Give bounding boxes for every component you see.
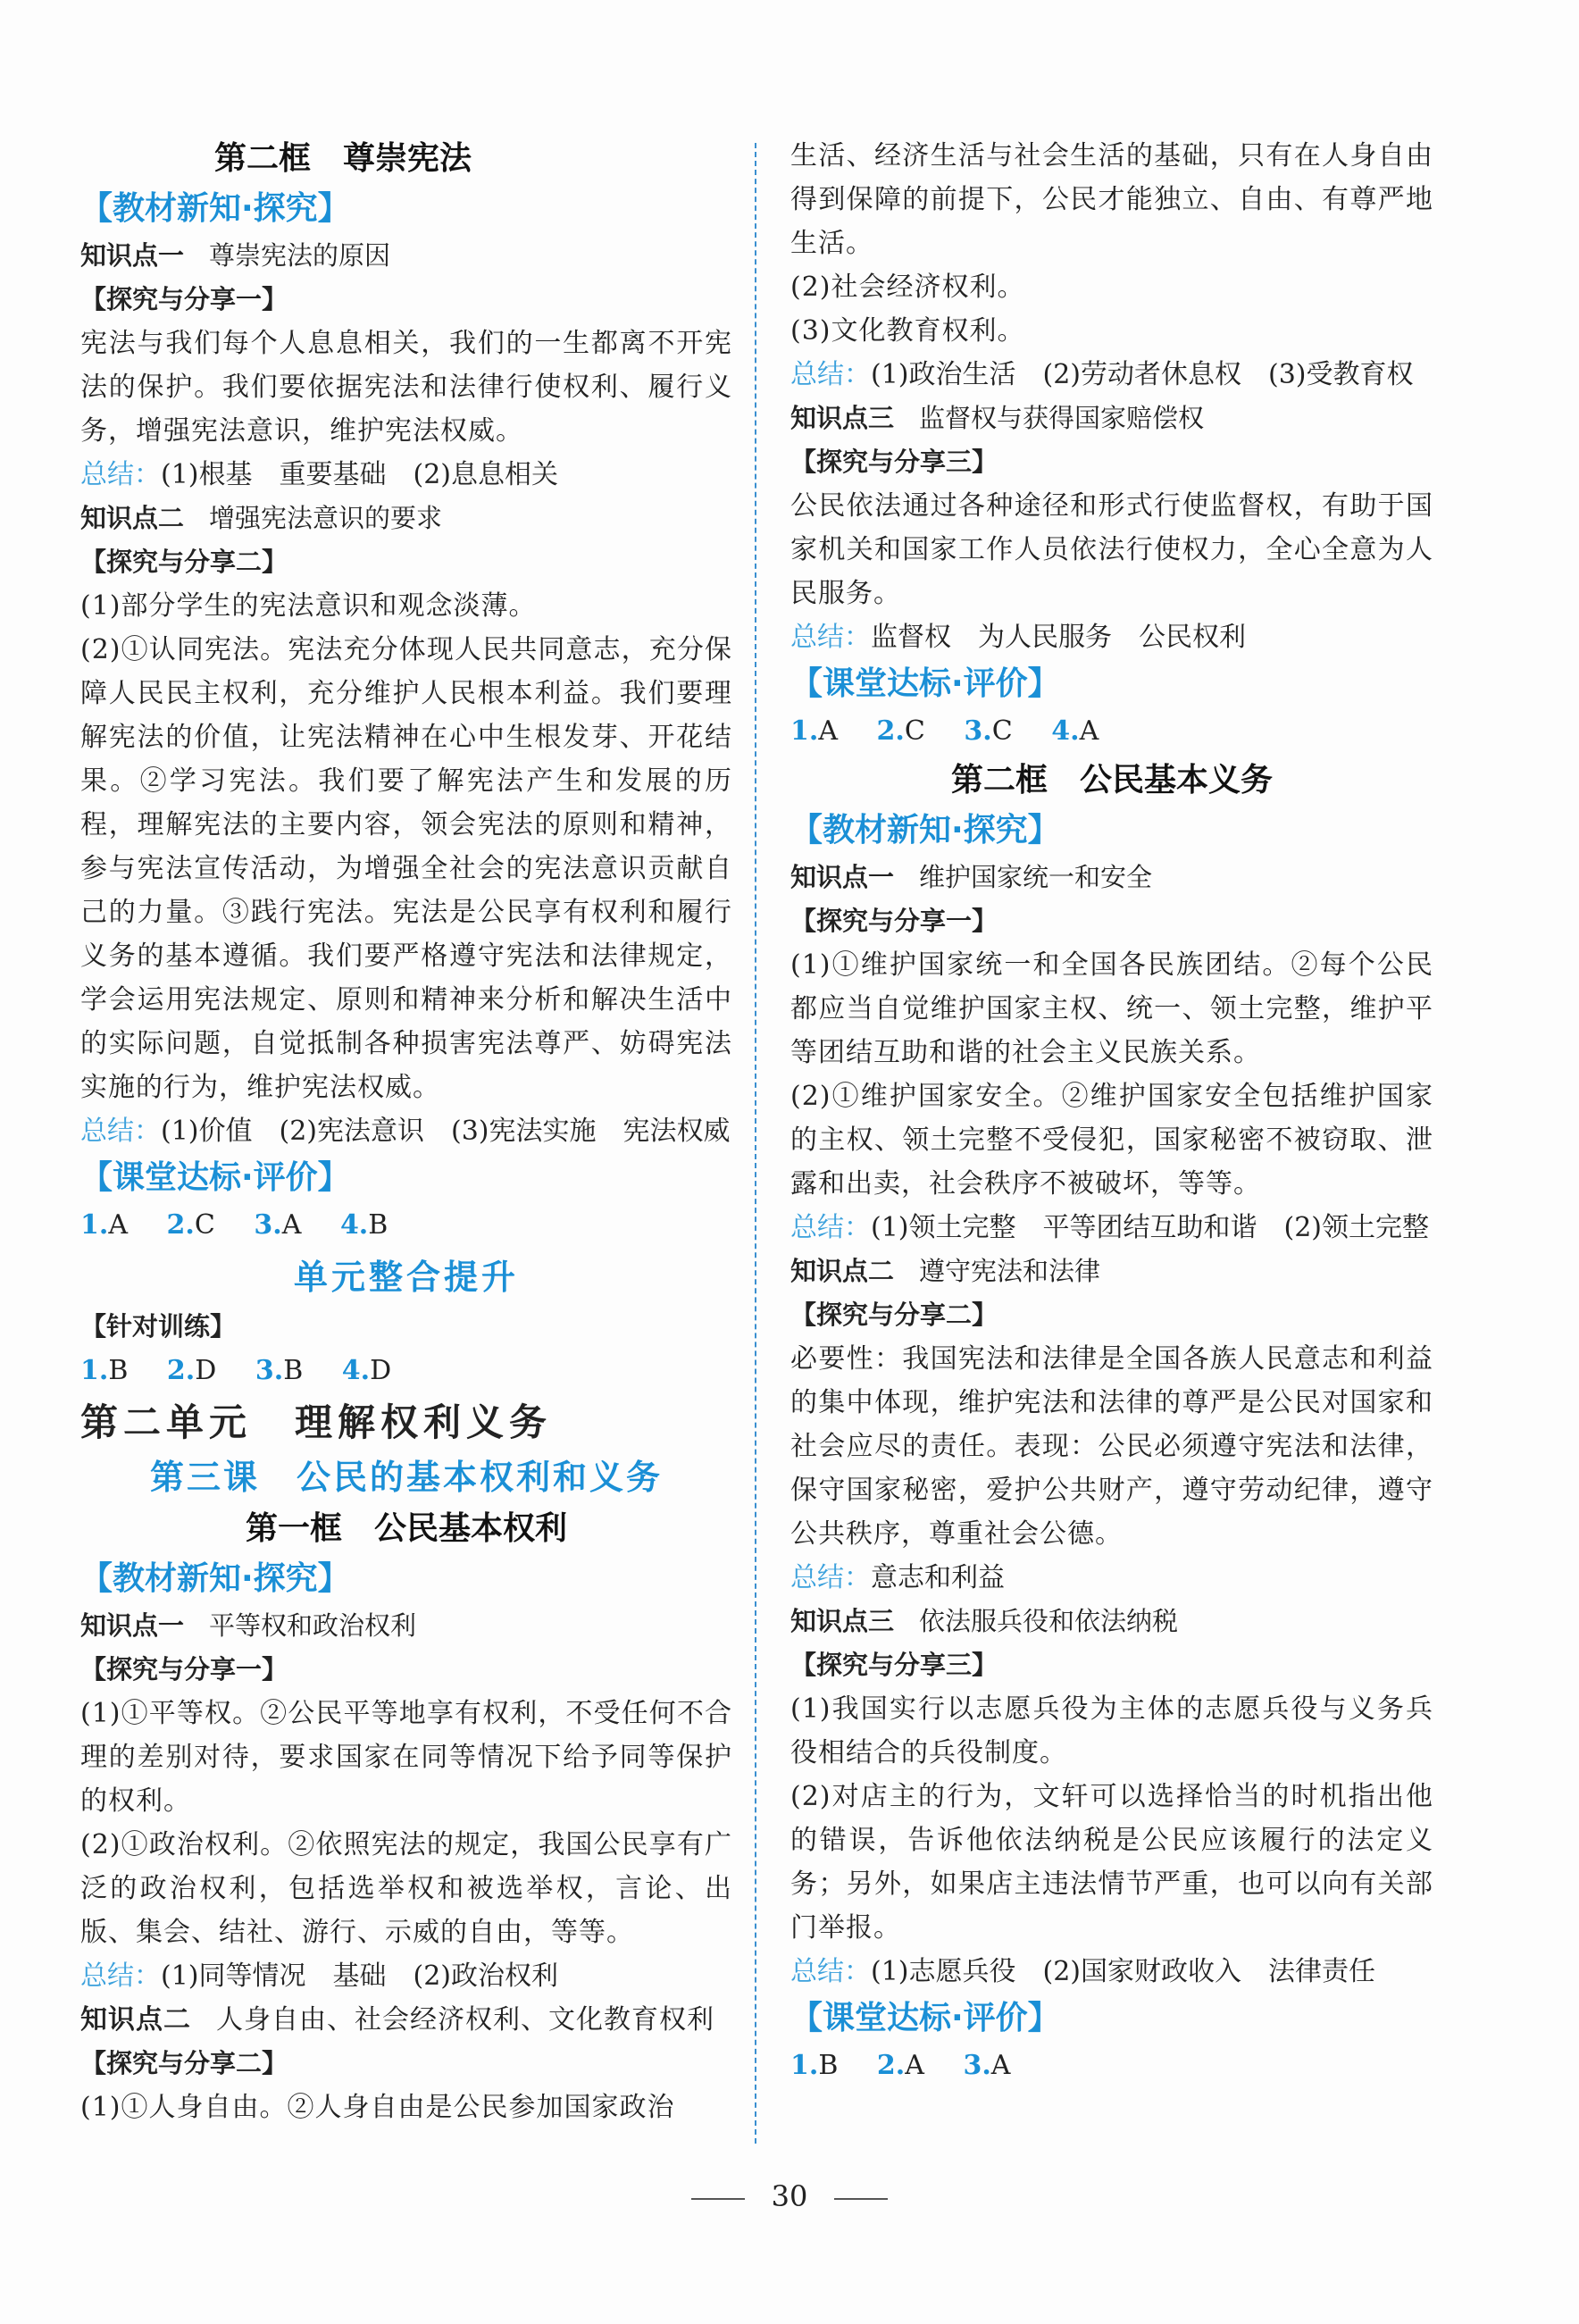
summary: [790, 1556, 1433, 1600]
kp-label: 知识点一: [80, 1610, 185, 1641]
summary-label: 总结：: [80, 1960, 161, 1992]
knowledge-point: [790, 397, 1433, 440]
section-heading: 【课堂达标·评价】: [790, 2000, 1060, 2036]
answer-value: A: [281, 1209, 302, 1241]
summary-label: 总结：: [790, 359, 871, 390]
knowledge-point: [790, 1250, 1433, 1293]
knowledge-point: [80, 497, 732, 540]
answer-number: 2.: [166, 1355, 196, 1386]
kp-label: 知识点一: [80, 240, 185, 271]
answer-item: [790, 2050, 838, 2081]
summary: [790, 615, 1433, 659]
summary-text: 监督权 为人民服务 公民权利: [871, 622, 1246, 653]
answer-value: B: [283, 1355, 304, 1386]
answer-number: 3.: [255, 1355, 284, 1386]
answer-item: [167, 1355, 216, 1386]
answer-item: [340, 1209, 388, 1241]
paragraph: (1)①维护国家统一和全国各民族团结。②每个公民都应当自觉维护国家主权、统一、领土完整，维护平等团结互助和谐的社会主义民族关系。: [790, 949, 1433, 1068]
answer-value: A: [818, 715, 838, 747]
kp-text: 遵守宪法和法律: [919, 1256, 1101, 1286]
answer-number: 1.: [80, 1355, 109, 1386]
answer-number: 1.: [80, 1209, 109, 1241]
paragraph: (2)①认同宪法。宪法充分体现人民共同意志，充分保障人民民主权利，充分维护人民根本利益。我们要理解宪法的价值，让宪法精神在心中生根发芽、开花结果。②学习宪法。我们要了解宪法产生和发展的历程，理解宪法的主要内容，领会宪法的原则和精神，参与宪法宣传活动，为增强全社会的宪法意识贡献自己的力量。③践行宪法。宪法是公民享有权利和履行义务的基本遵循。我们要严格遵守宪法和法律规定，学会运用宪法规定、原则和精神来分析和解决生活中的实际问题，自觉抵制各种损害宪法尊严、妨碍宪法实施的行为，维护宪法权威。: [80, 634, 732, 1103]
frame-title: 第二框 尊崇宪法: [214, 140, 472, 177]
summary-text: (1)同等情况 基础 (2)政治权利: [161, 1960, 558, 1992]
summary-text: 意志和利益: [871, 1562, 1005, 1593]
summary-label: 总结：: [80, 1116, 161, 1147]
paragraph: (1)部分学生的宪法意识和观念淡薄。: [80, 590, 537, 622]
paragraph: 生活、经济生活与社会生活的基础，只有在人身自由得到保障的前提下，公民才能独立、自由、有尊严地生活。: [790, 140, 1433, 259]
unit-integrate-heading: 单元整合提升: [293, 1258, 519, 1297]
answer-value: B: [818, 2050, 839, 2081]
answer-value: B: [108, 1355, 129, 1386]
answer-item: [80, 1209, 128, 1241]
knowledge-point: [790, 1600, 1433, 1643]
paragraph: (2)①维护国家安全。②维护国家安全包括维护国家的主权、领土完整不受侵犯，国家秘密不被窃取、泄露和出卖，社会秩序不被破坏，等等。: [790, 1081, 1433, 1200]
paragraph: 必要性：我国宪法和法律是全国各族人民意志和利益的集中体现，维护宪法和法律的尊严是公民对国家和社会应尽的责任。表现：公民必须遵守宪法和法律，保守国家秘密，爱护公共财产，遵守劳动纪律，遵守公共秩序，尊重社会公德。: [790, 1343, 1433, 1550]
share-heading: 【探究与分享二】: [80, 2048, 288, 2078]
summary: [80, 1954, 732, 1998]
answer-number: 1.: [790, 715, 819, 747]
answer-item: [877, 715, 925, 747]
answer-row: [80, 1203, 732, 1250]
kp-label: 知识点三: [790, 1606, 895, 1636]
answer-number: 3.: [254, 1209, 282, 1241]
answer-value: C: [904, 715, 925, 747]
answer-number: 4.: [341, 1355, 371, 1386]
answer-item: [167, 1209, 215, 1241]
answer-value: B: [368, 1209, 388, 1241]
knowledge-point: [80, 1604, 732, 1648]
summary: [790, 353, 1433, 397]
section-heading: 【课堂达标·评价】: [80, 1159, 350, 1196]
column-divider: [755, 143, 756, 2144]
answer-value: A: [1079, 715, 1099, 747]
share-heading: 【探究与分享三】: [790, 447, 998, 477]
answer-number: 1.: [790, 2050, 819, 2081]
kp-text: 平等权和政治权利: [209, 1610, 417, 1641]
summary-label: 总结：: [790, 1956, 871, 1987]
kp-text: 尊崇宪法的原因: [209, 240, 391, 271]
answer-value: D: [370, 1355, 392, 1386]
left-column: [80, 134, 732, 2129]
answer-number: 2.: [876, 2050, 906, 2081]
section-heading: 【教材新知·探究】: [80, 1560, 350, 1597]
summary-label: 总结：: [790, 1212, 871, 1243]
page-number: [0, 2179, 1579, 2213]
answer-item: [790, 715, 838, 747]
unit-heading: 第二单元 理解权利义务: [80, 1400, 553, 1444]
summary: [790, 1206, 1433, 1250]
kp-text: 增强宪法意识的要求: [209, 503, 443, 533]
kp-label: 知识点二: [80, 2004, 191, 2036]
share-heading: 【探究与分享一】: [80, 1654, 288, 1684]
summary-text: (1)政治生活 (2)劳动者休息权 (3)受教育权: [871, 359, 1414, 390]
answer-value: A: [905, 2050, 924, 2081]
answer-item: [254, 1209, 301, 1241]
kp-text: 监督权与获得国家赔偿权: [919, 403, 1205, 433]
summary-text: (1)价值 (2)宪法意识 (3)宪法实施 宪法权威: [161, 1116, 731, 1147]
page-number-dash: [834, 2198, 888, 2200]
summary: [790, 1950, 1433, 1994]
answer-number: 2.: [166, 1209, 195, 1241]
summary-text: (1)根基 重要基础 (2)息息相关: [161, 459, 558, 490]
summary: [80, 453, 732, 497]
knowledge-point: [80, 234, 732, 278]
answer-value: D: [195, 1355, 217, 1386]
knowledge-point: [80, 1998, 732, 2042]
summary-label: 总结：: [80, 459, 161, 490]
answer-item: [342, 1355, 391, 1386]
answer-item: [877, 2050, 924, 2081]
paragraph: (2)对店主的行为，文轩可以选择恰当的时机指出他的错误，告诉他依法纳税是公民应该履行的法定义务；另外，如果店主违法情节严重，也可以向有关部门举报。: [790, 1781, 1433, 1944]
share-heading: 【探究与分享三】: [790, 1650, 998, 1680]
paragraph: (1)①平等权。②公民平等地享有权利，不受任何不合理的差别对待，要求国家在同等情况下给予同等保护的权利。: [80, 1698, 732, 1817]
share-heading: 【探究与分享一】: [790, 906, 998, 936]
paragraph: (2)社会经济权利。: [790, 272, 1025, 303]
frame-title: 第二框 公民基本义务: [950, 762, 1273, 798]
kp-label: 知识点三: [790, 403, 895, 433]
answer-item: [80, 1355, 128, 1386]
page-number-text: 30: [771, 2179, 808, 2213]
answer-number: 4.: [339, 1209, 369, 1241]
kp-label: 知识点二: [790, 1256, 895, 1286]
paragraph: (1)我国实行以志愿兵役为主体的志愿兵役与义务兵役相结合的兵役制度。: [790, 1693, 1433, 1768]
answer-number: 3.: [964, 715, 992, 747]
answer-value: A: [990, 2050, 1011, 2081]
paragraph: 公民依法通过各种途径和形式行使监督权，有助于国家机关和国家工作人员依法行使权力，全心全意为人民服务。: [790, 490, 1433, 609]
knowledge-point: [790, 856, 1433, 899]
paragraph: 宪法与我们每个人息息相关，我们的一生都离不开宪法的保护。我们要依据宪法和法律行使权利、履行义务，增强宪法意识，维护宪法权威。: [80, 328, 732, 447]
share-heading: 【针对训练】: [80, 1311, 237, 1342]
answer-item: [964, 715, 1012, 747]
paragraph: (1)①人身自由。②人身自由是公民参加国家政治: [80, 2092, 675, 2123]
summary-text: (1)领土完整 平等团结互助和谐 (2)领土完整: [871, 1212, 1429, 1243]
answer-number: 4.: [1051, 715, 1080, 747]
kp-label: 知识点二: [80, 503, 185, 533]
paragraph: (3)文化教育权利。: [790, 315, 1025, 347]
kp-text: 维护国家统一和安全: [919, 862, 1153, 892]
answer-item: [255, 1355, 303, 1386]
lesson-heading: 第三课 公民的基本权利和义务: [149, 1458, 663, 1497]
section-heading: 【课堂达标·评价】: [790, 665, 1060, 702]
summary-text: (1)志愿兵役 (2)国家财政收入 法律责任: [871, 1956, 1375, 1987]
kp-text: 依法服兵役和依法纳税: [919, 1606, 1179, 1636]
answer-item: [1051, 715, 1099, 747]
page-number-dash: [691, 2198, 745, 2200]
kp-label: 知识点一: [790, 862, 895, 892]
summary-label: 总结：: [790, 622, 871, 653]
paragraph: (2)①政治权利。②依照宪法的规定，我国公民享有广泛的政治权利，包括选举权和被选举权，言论、出版、集会、结社、游行、示威的自由，等等。: [80, 1829, 732, 1948]
answer-number: 2.: [876, 715, 905, 747]
answer-row: [790, 709, 1433, 756]
answer-value: C: [194, 1209, 215, 1241]
answer-row: [80, 1349, 732, 1395]
answer-item: [963, 2050, 1010, 2081]
section-heading: 【教材新知·探究】: [80, 190, 350, 227]
answer-value: C: [991, 715, 1013, 747]
kp-text: 人身自由、社会经济权利、文化教育权利: [216, 2004, 714, 2036]
right-column: [790, 134, 1433, 2090]
summary-label: 总结：: [790, 1562, 871, 1593]
section-heading: 【教材新知·探究】: [790, 812, 1060, 849]
frame-title: 第一框 公民基本权利: [245, 1510, 567, 1547]
answer-value: A: [108, 1209, 128, 1241]
summary: [80, 1109, 732, 1153]
share-heading: 【探究与分享一】: [80, 284, 288, 314]
share-heading: 【探究与分享二】: [790, 1300, 998, 1330]
answer-row: [790, 2044, 1433, 2090]
share-heading: 【探究与分享二】: [80, 547, 288, 577]
answer-number: 3.: [963, 2050, 991, 2081]
